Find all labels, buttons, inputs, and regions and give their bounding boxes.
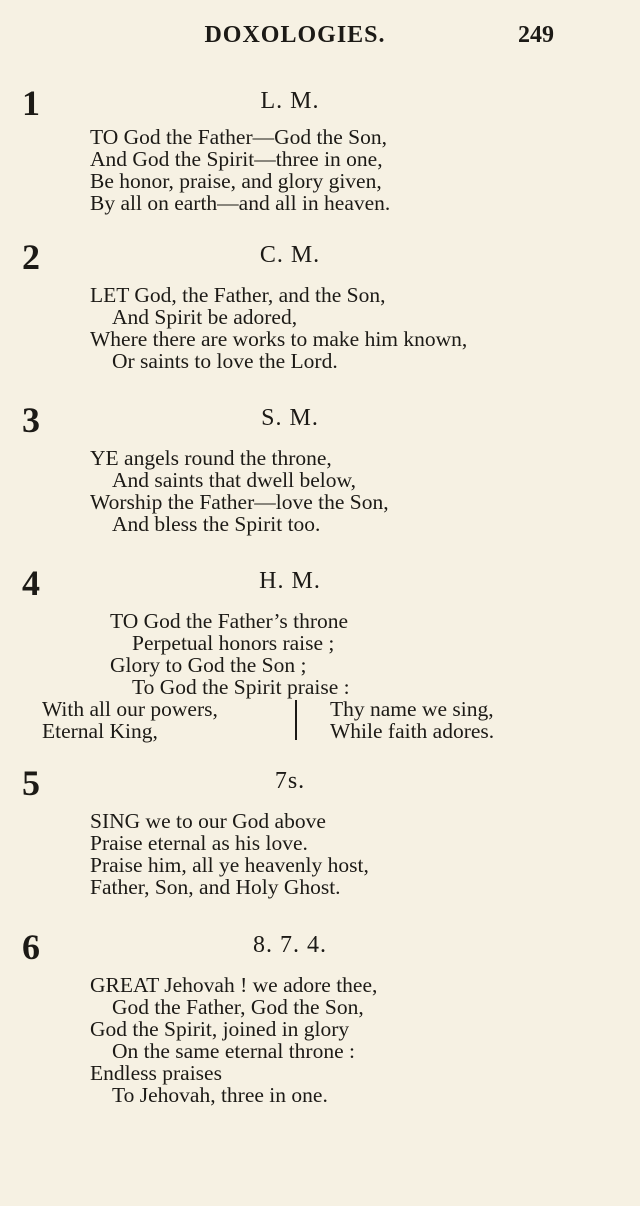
- verse-line: God the Father, God the Son,: [112, 995, 364, 1019]
- verse-line: While faith adores.: [330, 719, 495, 743]
- verse: [0, 447, 640, 535]
- verse-line: With all our powers,: [42, 697, 218, 721]
- verse-line: Praise him, all ye heavenly host,: [90, 853, 369, 877]
- verse-line: Glory to God the Son ;: [110, 653, 307, 677]
- verse-line: Perpetual honors raise ;: [132, 631, 335, 655]
- verse-line: And saints that dwell below,: [112, 468, 357, 492]
- verse-line: TO God the Father’s throne: [110, 609, 349, 633]
- verse-line: Worship the Father—love the Son,: [90, 490, 389, 514]
- verse-line: And bless the Spirit too.: [112, 512, 321, 536]
- meter-label: 7s.: [274, 768, 306, 794]
- verse-line: And God the Spirit—three in one,: [90, 147, 383, 171]
- split-refrain: [0, 698, 640, 742]
- verse-line: YE angels round the throne,: [90, 446, 332, 470]
- verse-line: Eternal King,: [42, 719, 158, 743]
- hymn-number: 5: [22, 763, 40, 803]
- verse: [0, 974, 640, 1106]
- verse-line: Thy name we sing,: [330, 697, 494, 721]
- verse-line: Praise eternal as his love.: [90, 831, 308, 855]
- hymn-number: 6: [22, 927, 40, 967]
- verse-line: To God the Spirit praise :: [132, 675, 350, 699]
- verse-line: Or saints to love the Lord.: [112, 349, 338, 373]
- verse-line: To Jehovah, three in one.: [112, 1083, 328, 1107]
- verse-line: By all on earth—and all in heaven.: [90, 191, 391, 215]
- verse-line: Father, Son, and Holy Ghost.: [90, 875, 341, 899]
- verse-line: Where there are works to make him known,: [90, 327, 468, 351]
- meter-label: 8. 7. 4.: [253, 932, 327, 958]
- verse: [0, 810, 640, 898]
- verse-line: GREAT Jehovah ! we adore thee,: [90, 973, 378, 997]
- refrain-left: [42, 698, 218, 742]
- hymn-number: 4: [22, 563, 40, 603]
- verse-line: TO God the Father—God the Son,: [90, 125, 387, 149]
- hymn-number: 2: [22, 237, 40, 277]
- meter-label: H. M.: [259, 568, 321, 594]
- column-divider: [295, 700, 297, 740]
- refrain-right: [330, 698, 494, 742]
- verse-line: And Spirit be adored,: [112, 305, 298, 329]
- verse: [0, 610, 640, 742]
- verse-line: SING we to our God above: [90, 809, 326, 833]
- meter-label: L. M.: [260, 88, 320, 114]
- verse-line: Endless praises: [90, 1061, 222, 1085]
- hymn-number: 1: [22, 83, 40, 123]
- hymn-number: 3: [22, 400, 40, 440]
- meter-label: C. M.: [259, 242, 321, 268]
- verse-line: God the Spirit, joined in glory: [90, 1017, 350, 1041]
- verse: [0, 284, 640, 372]
- section-title: DOXOLOGIES.: [204, 22, 386, 48]
- verse-line: Be honor, praise, and glory given,: [90, 169, 382, 193]
- verse: [0, 126, 640, 214]
- meter-label: S. M.: [261, 405, 319, 431]
- verse-line: On the same eternal throne :: [112, 1039, 355, 1063]
- verse-line: LET God, the Father, and the Son,: [90, 283, 386, 307]
- page-number: 249: [518, 22, 554, 48]
